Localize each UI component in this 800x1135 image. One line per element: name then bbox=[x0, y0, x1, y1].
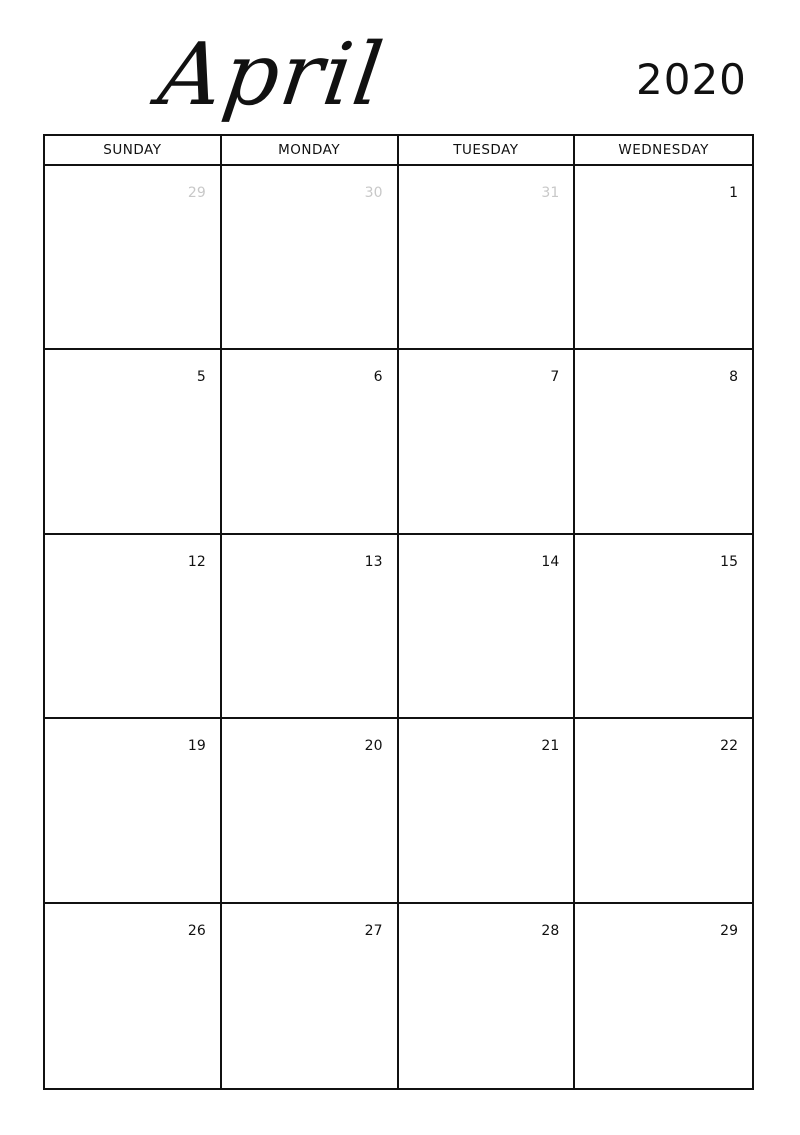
day-number: 15 bbox=[720, 553, 738, 570]
day-cell bbox=[222, 904, 399, 1088]
day-cell bbox=[575, 350, 752, 534]
day-number: 20 bbox=[364, 738, 383, 755]
day-number: 19 bbox=[187, 738, 206, 755]
day-cell bbox=[399, 535, 576, 719]
day-cell bbox=[45, 904, 222, 1088]
day-cell bbox=[222, 719, 399, 903]
weekday-header-sunday: SUNDAY bbox=[45, 136, 222, 166]
day-cell bbox=[222, 350, 399, 534]
calendar-grid bbox=[43, 134, 754, 1090]
day-number: 31 bbox=[541, 185, 560, 201]
day-cell bbox=[222, 166, 399, 350]
day-number: 5 bbox=[196, 369, 206, 386]
day-cell bbox=[575, 535, 752, 719]
day-cell bbox=[399, 719, 576, 903]
day-number: 1 bbox=[729, 185, 738, 201]
day-cell bbox=[399, 904, 576, 1088]
day-number: 12 bbox=[187, 553, 206, 570]
weekday-header-monday: MONDAY bbox=[222, 136, 399, 166]
day-cell bbox=[399, 350, 576, 534]
month-title: April bbox=[153, 25, 391, 125]
day-number: 7 bbox=[550, 369, 560, 386]
day-cell bbox=[575, 719, 752, 903]
weekday-header-tuesday: TUESDAY bbox=[399, 136, 576, 166]
day-number: 21 bbox=[541, 738, 560, 755]
year-title: 2020 bbox=[636, 55, 747, 104]
day-number: 30 bbox=[364, 185, 383, 201]
day-number: 29 bbox=[187, 185, 206, 201]
day-number: 22 bbox=[720, 738, 738, 755]
weekday-header-wednesday: WEDNESDAY bbox=[575, 136, 752, 166]
day-number: 13 bbox=[364, 553, 383, 570]
day-number: 6 bbox=[373, 369, 383, 386]
day-number: 28 bbox=[541, 922, 560, 939]
day-cell bbox=[222, 535, 399, 719]
day-number: 14 bbox=[541, 553, 560, 570]
day-number: 27 bbox=[364, 922, 383, 939]
day-cell bbox=[575, 904, 752, 1088]
day-number: 8 bbox=[729, 369, 738, 386]
day-cell bbox=[45, 350, 222, 534]
day-cell bbox=[45, 719, 222, 903]
day-cell bbox=[45, 166, 222, 350]
day-number: 26 bbox=[187, 922, 206, 939]
day-cell bbox=[575, 166, 752, 350]
day-cell bbox=[45, 535, 222, 719]
day-cell bbox=[399, 166, 576, 350]
day-number: 29 bbox=[720, 922, 738, 939]
